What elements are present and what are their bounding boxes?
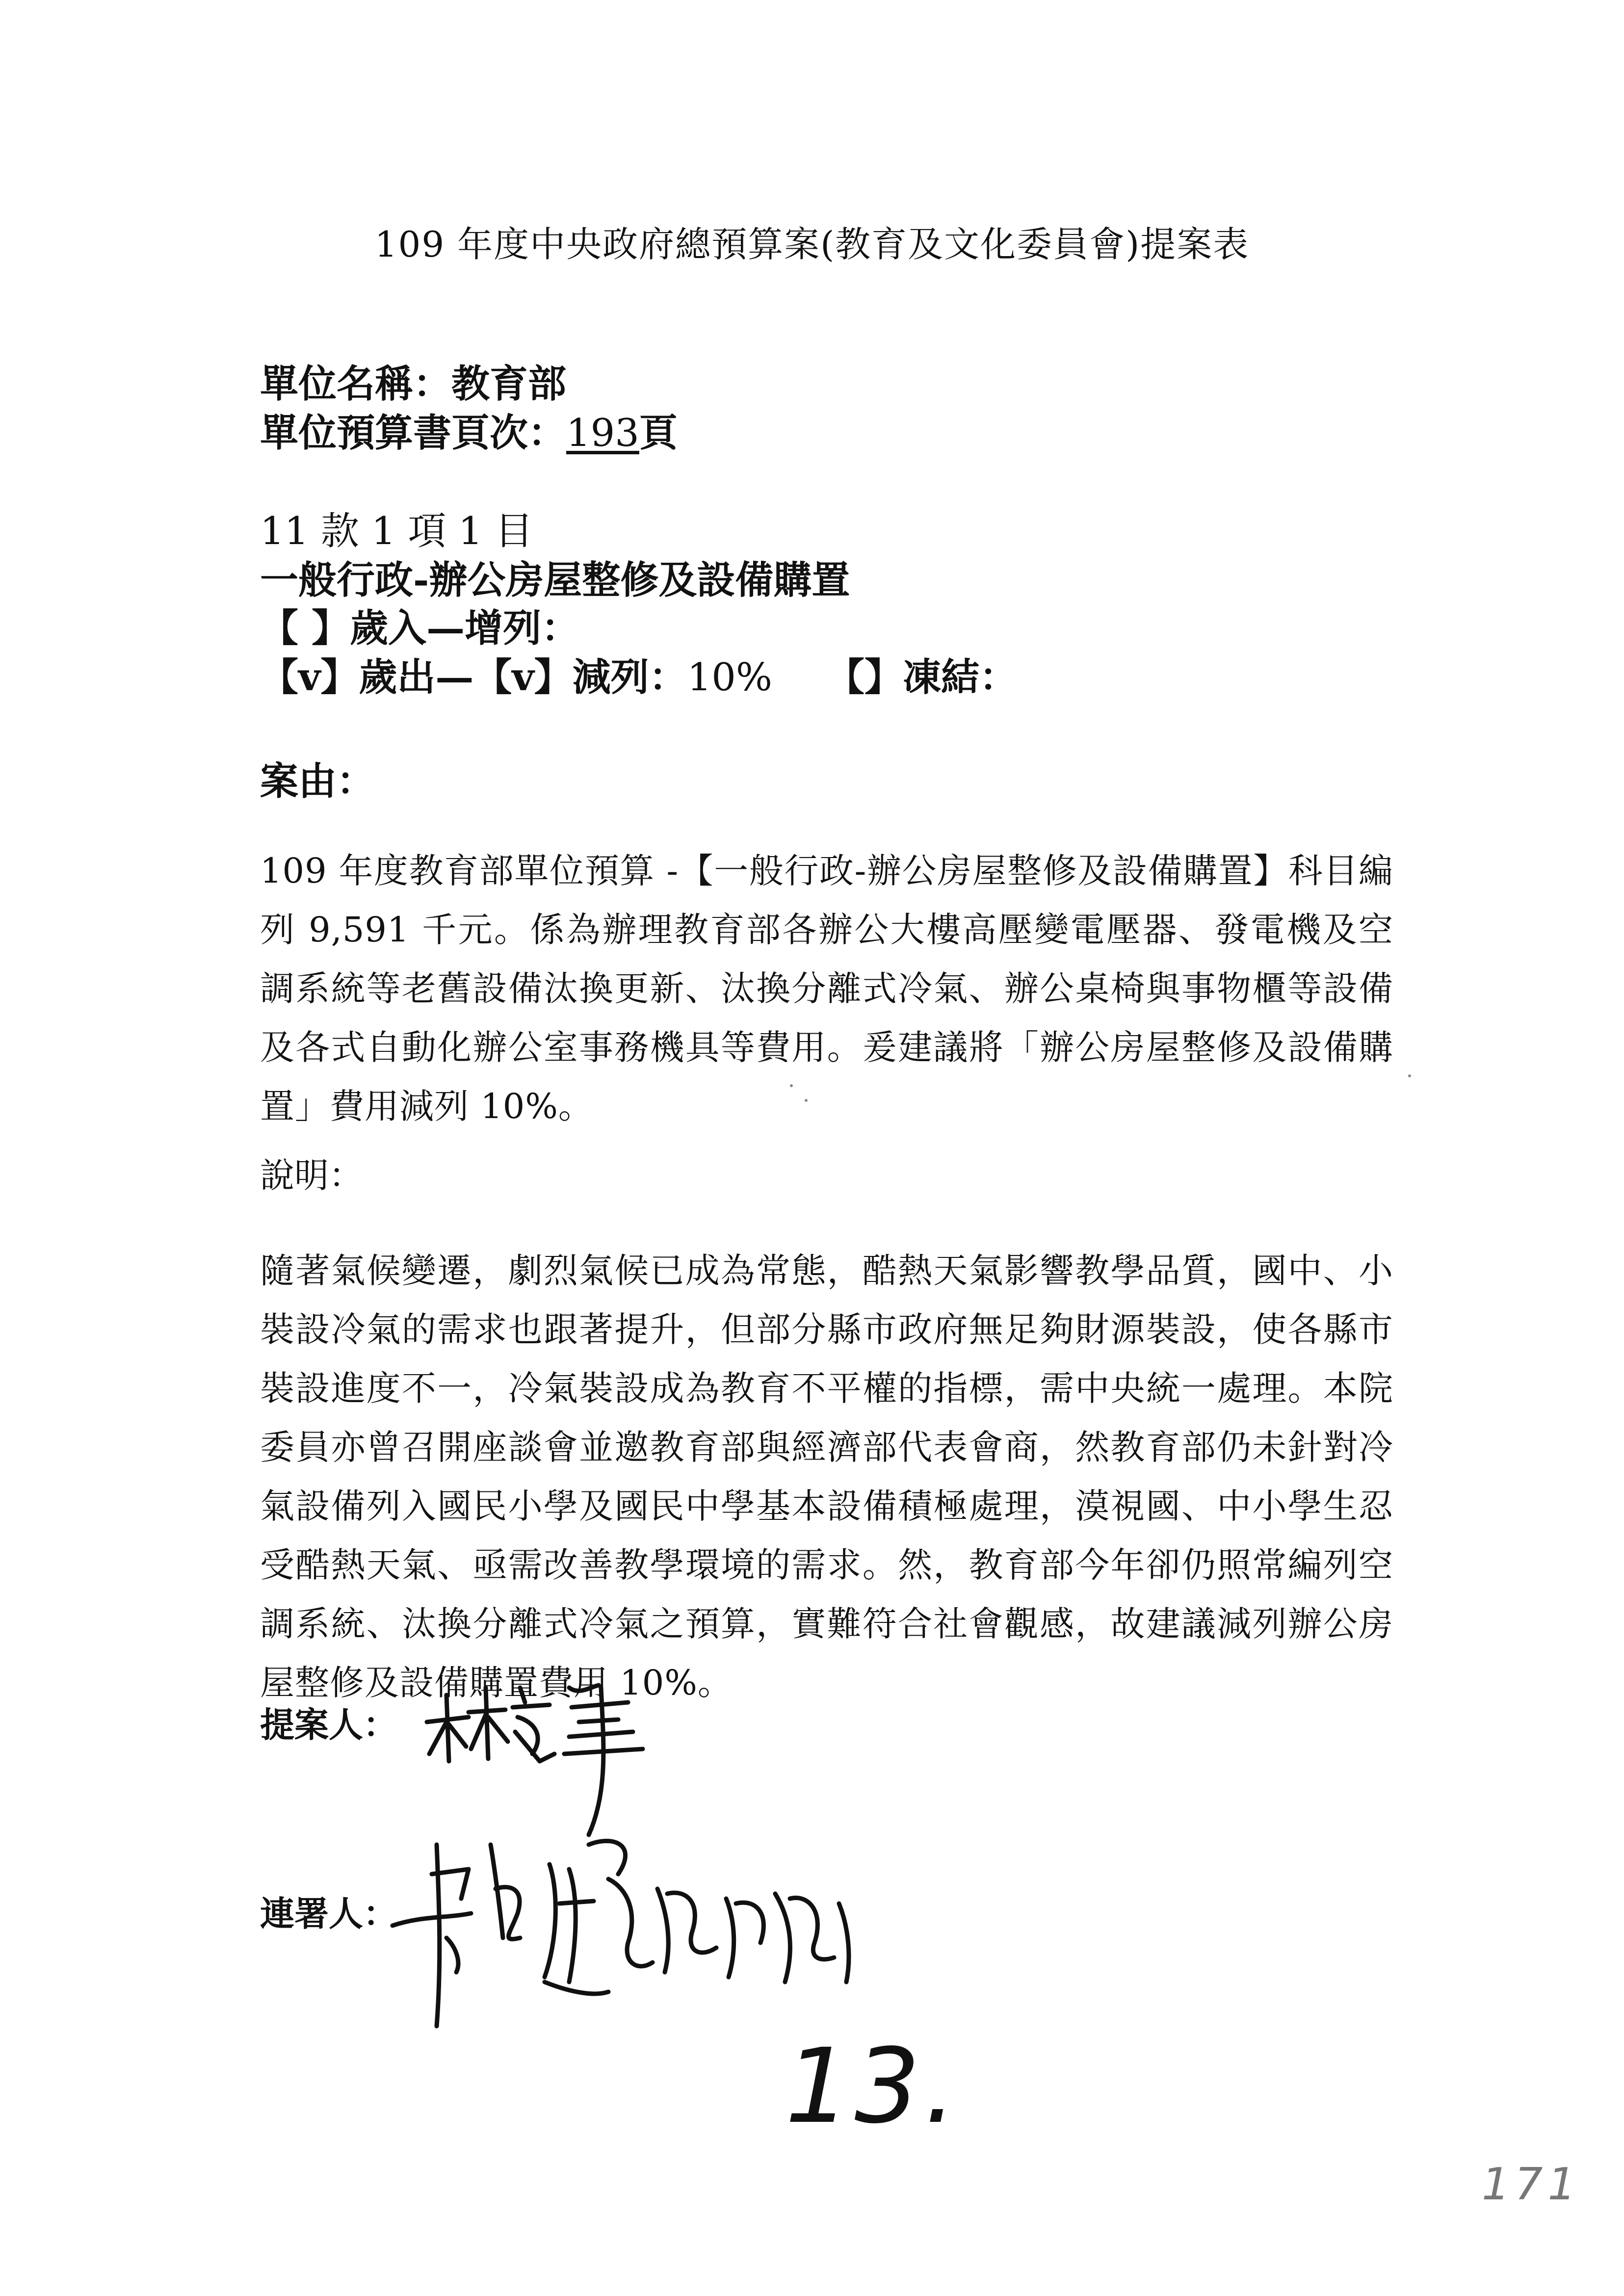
unit-name-line — [260, 353, 566, 408]
explanation-heading: 說明： — [260, 1155, 363, 1196]
item-code: 11 款 1 項 1 目 — [260, 509, 533, 553]
handwritten-number: 13. — [785, 2026, 961, 2146]
expense-value: 10% — [687, 655, 773, 700]
unit-name-label: 單位名稱： — [260, 362, 452, 406]
unit-page-value: 193 — [566, 411, 639, 455]
unit-page-suffix: 頁 — [639, 411, 678, 455]
expense-prefix: 【v】歲出—【v】減列： — [260, 655, 687, 700]
reason-heading: 案由： — [260, 759, 375, 804]
unit-page-label: 單位預算書頁次： — [260, 411, 567, 455]
freeze-label: 【】凍結： — [826, 655, 1018, 700]
document-title: 109 年度中央政府總預算案(教育及文化委員會)提案表 — [374, 224, 1250, 265]
proposer-label: 提案人： — [260, 1704, 397, 1745]
cosigner-signature — [383, 1815, 898, 2041]
expense-line — [260, 647, 1018, 702]
revenue-line: 【 】歲入—增列： — [260, 606, 580, 651]
unit-page-line — [260, 402, 678, 457]
page-number: 171 — [1482, 2159, 1581, 2210]
explanation-text: 隨著氣候變遷，劇烈氣候已成為常態，酷熱天氣影響教學品質，國中、小裝設冷氣的需求也跟著提升，但部分縣市政府無足夠財源裝設，使各縣市裝設進度不一，冷氣裝設成為教育不平權的指標，需中央統一處理。本院委員亦曾召開座談會並邀教育部與經濟部代表會商，然教育部仍未針對冷氣設備列入國民小學及國民中學基本設備積極處理，漠視國、中小學生忍受酷熱天氣、亟需改善教學環境的需求。然，教育部今年卻仍照常編列空調系統、汰換分離式冷氣之預算，實難符合社會觀感，故建議減列辦公房屋整修及設備購置費用 10%。 — [260, 1251, 1393, 1703]
cosigner-label: 連署人： — [260, 1893, 397, 1934]
reason-text: 109 年度教育部單位預算 -【一般行政-辦公房屋整修及設備購置】科目編列 9,591 千元。係為辦理教育部各辦公大樓高壓變電壓器、發電機及空調系統等老舊設備汰換更新、汰換分離式冷氣、辦公桌椅與事物櫃等設備及各式自動化辦公室事務機具等費用。爰建議將「辦公房屋整修及設備購置」費用減列 10%。 — [260, 851, 1393, 1126]
item-subject: 一般行政-辦公房屋整修及設備購置 — [260, 558, 850, 602]
unit-name-value: 教育部 — [451, 362, 567, 406]
